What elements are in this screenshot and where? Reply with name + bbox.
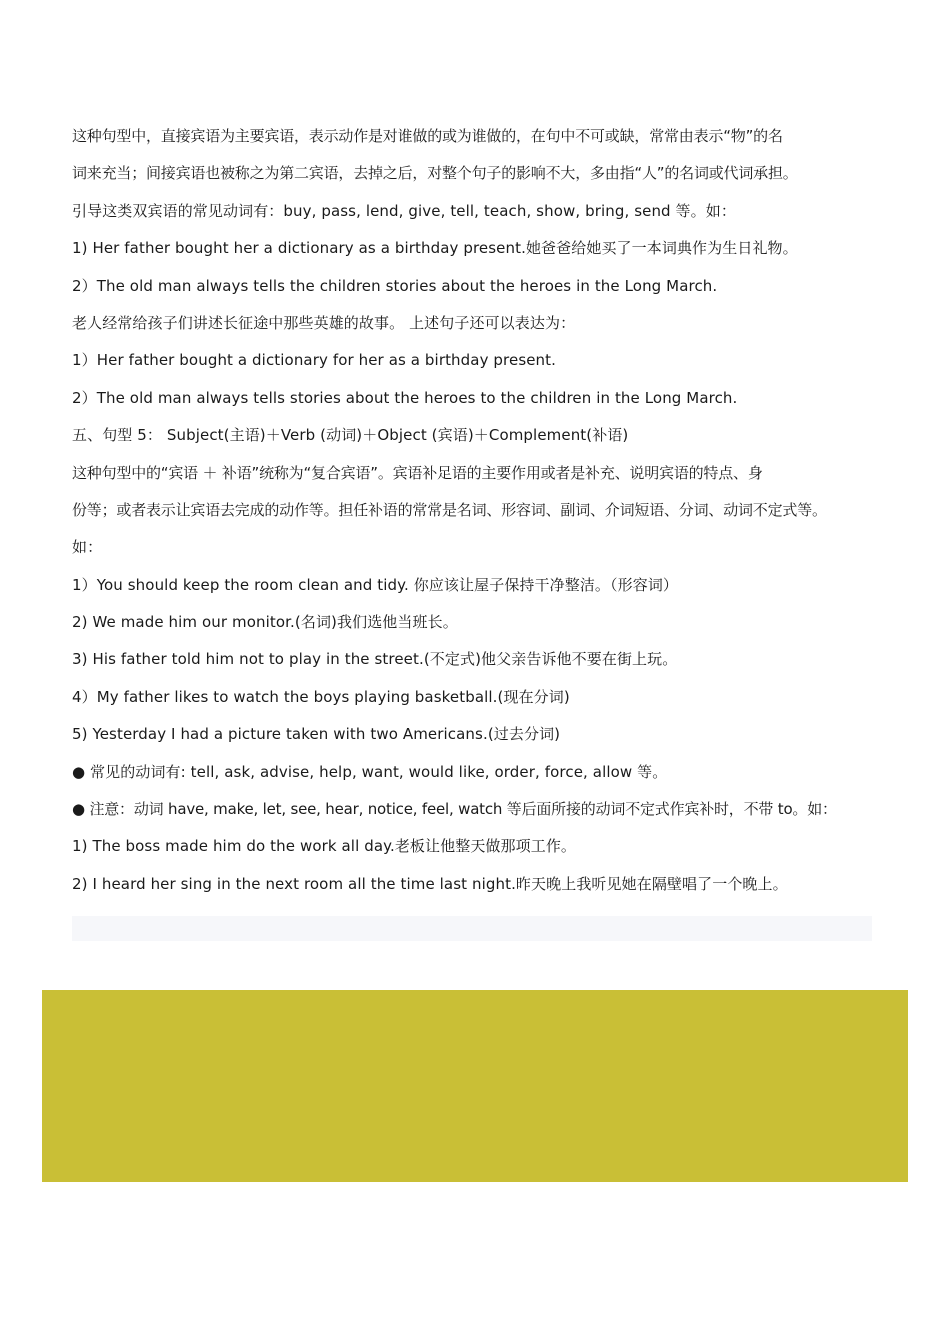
example-line: 3) His father told him not to play in the street.(不定式)他父亲告诉他不要在街上玩。 xyxy=(72,650,678,669)
paragraph-line: 引导这类双宾语的常见动词有：buy, pass, lend, give, tell, teach, show, bring, send 等。如： xyxy=(72,201,736,220)
bullet-line: ● 常见的动词有: tell, ask, advise, help, want, would like, order, force, allow 等。 xyxy=(72,762,668,781)
section-heading: 五、句型 5： Subject(主语)＋Verb (动词)＋Object (宾语)＋Complement(补语) xyxy=(72,426,629,445)
paragraph-line: 份等；或者表示让宾语去完成的动作等。担任补语的常常是名词、形容词、副词、介词短语、分词、动词不定式等。 xyxy=(72,500,827,519)
example-line: 2) I heard her sing in the next room all the time last night.昨天晚上我听见她在隔壁唱了一个晚上。 xyxy=(72,874,788,893)
example-line: 2) We made him our monitor.(名词)我们选他当班长。 xyxy=(72,613,458,632)
paragraph-line: 词来充当；间接宾语也被称之为第二宾语，去掉之后，对整个句子的影响不大，多由指“人”的名词或代词承担。 xyxy=(72,164,798,183)
example-line: 1）Her father bought a dictionary for her as a birthday present. xyxy=(72,351,557,370)
bullet-line: ● 注意：动词 have, make, let, see, hear, notice, feel, watch 等后面所接的动词不定式作宾补时，不带 to。如： xyxy=(72,800,837,819)
olive-color-block xyxy=(42,990,908,1182)
example-line: 1) The boss made him do the work all day.老板让他整天做那项工作。 xyxy=(72,837,577,856)
example-line: 1）You should keep the room clean and tidy. 你应该让屋子保持干净整洁。（形容词） xyxy=(72,575,679,594)
paragraph-line: 这种句型中的“宾语 ＋ 补语”统称为“复合宾语”。宾语补足语的主要作用或者是补充、说明宾语的特点、身 xyxy=(72,463,763,482)
example-line: 1) Her father bought her a dictionary as a birthday present.她爸爸给她买了一本词典作为生日礼物。 xyxy=(72,239,798,258)
paragraph-line: 老人经常给孩子们讲述长征途中那些英雄的故事。 上述句子还可以表达为： xyxy=(72,313,576,332)
example-line: 5) Yesterday I had a picture taken with two Americans.(过去分词) xyxy=(72,725,561,744)
gray-strip xyxy=(72,916,872,941)
document-body xyxy=(72,118,884,903)
example-line: 2）The old man always tells stories about the heroes to the children in the Long March. xyxy=(72,388,738,407)
paragraph-line: 这种句型中，直接宾语为主要宾语，表示动作是对谁做的或为谁做的，在句中不可或缺，常常由表示“物”的名 xyxy=(72,127,783,145)
paragraph-line: 如： xyxy=(72,538,103,557)
example-line: 4）My father likes to watch the boys playing basketball.(现在分词) xyxy=(72,687,570,706)
example-line: 2）The old man always tells the children stories about the heroes in the Long March. xyxy=(72,276,718,295)
